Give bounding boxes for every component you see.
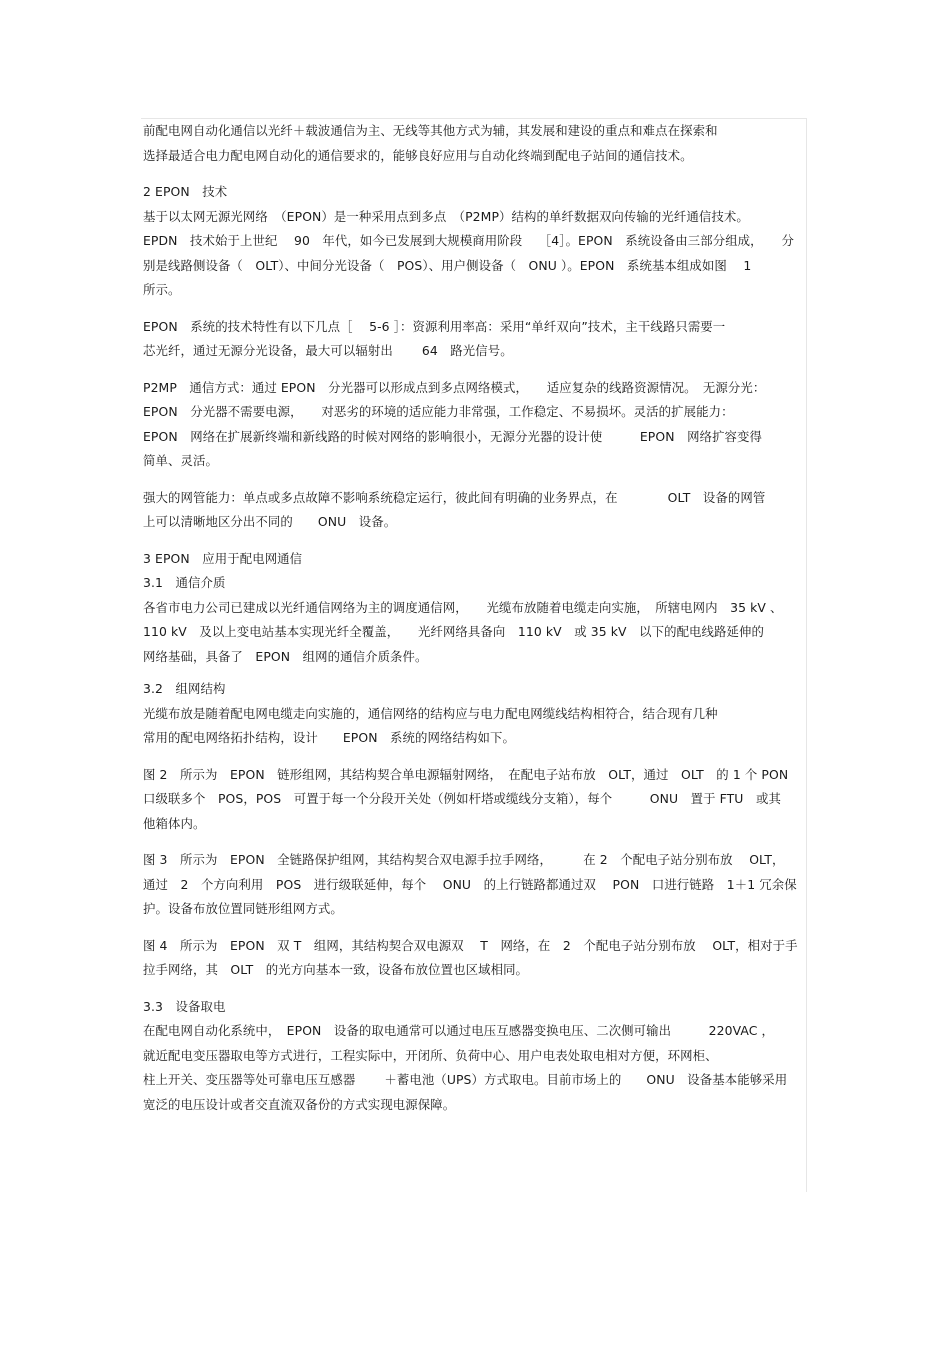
text-line: 简单、灵活。 [143,453,218,468]
paragraph [143,180,813,303]
paragraph [143,995,813,1118]
paragraph [143,376,813,474]
text-line: 110 kV 及以上变电站基本实现光纤全覆盖， 光纤网络具备向 110 kV 或 35 kV 以下的配电线路延伸的 [143,624,764,639]
paragraph [143,763,813,837]
text-line: P2MP 通信方式：通过 EPON 分光器可以形成点到多点网络模式， 适应复杂的线路资源情况。 无源分光： [143,379,766,395]
paragraph-spacer [143,364,813,376]
text-line: EPON 分光器不需要电源， 对恶劣的环境的适应能力非常强，工作稳定、不易损坏。灵活的扩展能力： [143,404,734,419]
paragraph-spacer [143,303,813,315]
text-line: 3.3 设备取电 [143,998,226,1014]
text-line: 图 3 所示为 EPON 全链路保护组网，其结构契合双电源手拉手网络， 在 2 个配电子站分别布放 OLT， [143,852,785,867]
text-line: 别是线路侧设备（ OLT）、中间分光设备（ POS）、用户侧设备（ ONU ）。EPON 系统基本组成如图 1 [143,257,752,273]
text-line: 强大的网管能力：单点或多点故障不影响系统稳定运行，彼此间有明确的业务界点，在 OLT 设备的网管 [143,489,766,505]
paragraph-spacer [143,836,813,848]
text-line: 护。设备布放位置同链形组网方式。 [143,901,343,916]
paragraph-spacer [143,751,813,763]
text-line: 前配电网自动化通信以光纤＋载波通信为主、无线等其他方式为辅，其发展和建设的重点和难点在探索和 [143,123,718,138]
text-line: 2 EPON 技术 [143,184,228,199]
text-line: 在配电网自动化系统中， EPON 设备的取电通常可以通过电压互感器变换电压、二次侧可输出 220VAC ， [143,1023,774,1038]
paragraph [143,486,813,535]
text-line: 选择最适合电力配电网自动化的通信要求的，能够良好应用与自动化终端到配电子站间的通信技术。 [143,147,693,163]
text-line: 拉手网络，其 OLT 的光方向基本一致，设备布放位置也区域相同。 [143,962,529,977]
paragraph [143,315,813,364]
text-line: EPDN 技术始于上世纪 90 年代，如今已发展到大规模商用阶段 ［4］。EPON 系统设备由三部分组成， 分 [143,233,794,248]
document-body [143,119,813,1117]
text-line: 通过 2 个方向利用 POS 进行级联延伸，每个 ONU 的上行链路都通过双 PON 口进行链路 1＋1 冗余保 [143,876,797,892]
paragraph-spacer [143,474,813,486]
text-line: 芯光纤，通过无源分光设备，最大可以辐射出 64 路光信号。 [143,343,513,358]
text-line: 上可以清晰地区分出不同的 ONU 设备。 [143,514,397,529]
paragraph-spacer [143,535,813,547]
text-line: 他箱体内。 [143,815,206,831]
text-line: 常用的配电网络拓扑结构，设计 EPON 系统的网络结构如下。 [143,730,515,745]
text-line: 3.2 组网结构 [143,681,226,696]
paragraph-spacer [143,168,813,180]
paragraph-spacer [143,669,813,677]
text-line: 图 4 所示为 EPON 双 T 组网，其结构契合双电源双 T 网络，在 2 个配电子站分别布放 OLT，相对于手 [143,937,798,953]
text-line: 图 2 所示为 EPON 链形组网，其结构契合单电源辐射网络， 在配电子站布放 OLT，通过 OLT 的 1 个 PON [143,766,789,782]
text-line: 各省市电力公司已建成以光纤通信网络为主的调度通信网， 光缆布放随着电缆走向实施， 所辖电网内 35 kV 、 [143,599,783,615]
text-line: 口级联多个 POS，POS 可置于每一个分段开关处（例如杆塔或缆线分支箱），每个 ONU 置于 FTU 或其 [143,791,781,806]
text-line: 网络基础，具备了 EPON 组网的通信介质条件。 [143,648,428,664]
text-line: 所示。 [143,282,181,297]
text-line: 宽泛的电压设计或者交直流双备份的方式实现电源保障。 [143,1096,456,1112]
text-line: 3.1 通信介质 [143,575,226,590]
paragraph [143,848,813,922]
text-line: 光缆布放是随着配电网电缆走向实施的，通信网络的结构应与电力配电网缆线结构相符合，结合现有几种 [143,705,718,721]
text-line: 柱上开关、变压器等处可靠电压互感器 ＋蓄电池（UPS）方式取电。目前市场上的 ONU 设备基本能够采用 [143,1072,788,1087]
text-line: 基于以太网无源光网络 （EPON）是一种采用点到多点 （P2MP）结构的单纤数据双向传输的光纤通信技术。 [143,208,749,224]
text-line: EPON 系统的技术特性有以下几点［ 5-6 ］：资源利用率高：采用“单纤双向”技术，主干线路只需要一 [143,318,726,334]
paragraph-spacer [143,922,813,934]
text-line: EPON 网络在扩展新终端和新线路的时候对网络的影响很小，无源分光器的设计使 EPON 网络扩容变得 [143,428,763,444]
paragraph [143,677,813,751]
text-line: 就近配电变压器取电等方式进行，工程实际中，开闭所、负荷中心、用户电表处取电相对方便，环网柜、 [143,1047,718,1063]
paragraph-spacer [143,983,813,995]
paragraph [143,934,813,983]
paragraph [143,547,813,670]
text-line: 3 EPON 应用于配电网通信 [143,550,303,566]
paragraph [143,119,813,168]
